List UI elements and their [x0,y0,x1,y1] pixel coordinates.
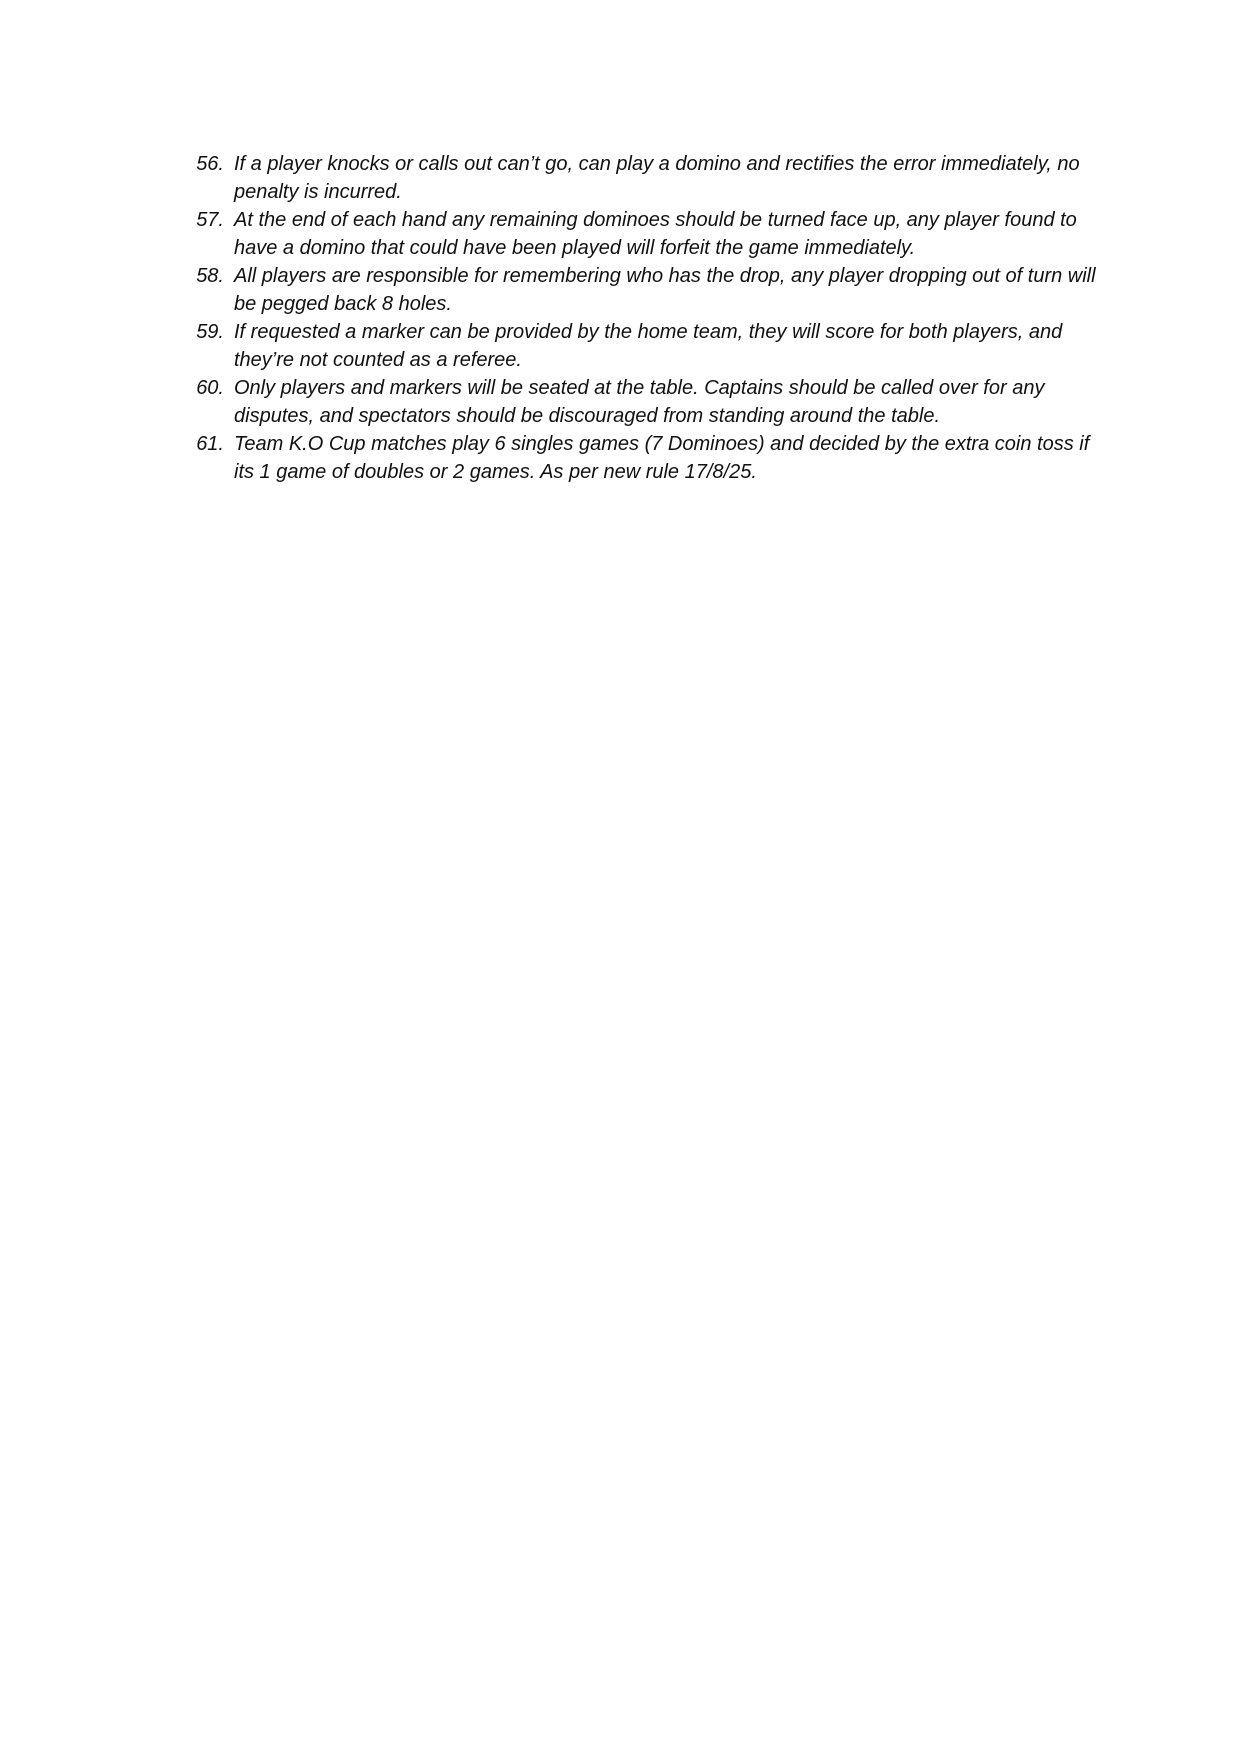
rule-text: Team K.O Cup matches play 6 singles games (7 Dominoes) and decided by the extra coin toss if its 1 game of doubles or 2 games. As per new rule 17/8/25. [234,433,1090,483]
rule-text: All players are responsible for remembering who has the drop, any player dropping out of turn will be pegged back 8 holes. [234,265,1096,315]
rules-list [186,150,1106,486]
rule-number: 58. [196,265,224,287]
rule-number: 57. [196,209,224,231]
rule-text: At the end of each hand any remaining dominoes should be turned face up, any player found to have a domino that could have been played will forfeit the game immediately. [234,209,1077,259]
rule-item-59 [186,318,1106,374]
rule-text: Only players and markers will be seated at the table. Captains should be called over for any disputes, and spectators should be discouraged from standing around the table. [234,377,1045,427]
rule-item-58 [186,262,1106,318]
rule-item-60 [186,374,1106,430]
rule-text: If a player knocks or calls out can’t go, can play a domino and rectifies the error immediately, no penalty is incurred. [234,153,1080,203]
rule-item-57 [186,206,1106,262]
rule-text: If requested a marker can be provided by the home team, they will score for both players, and they’re not counted as a referee. [234,321,1063,371]
rule-number: 56. [196,153,224,175]
rule-number: 60. [196,377,224,399]
rule-item-61 [186,430,1106,486]
rule-number: 59. [196,321,224,343]
rule-item-56 [186,150,1106,206]
rule-number: 61. [196,433,224,455]
